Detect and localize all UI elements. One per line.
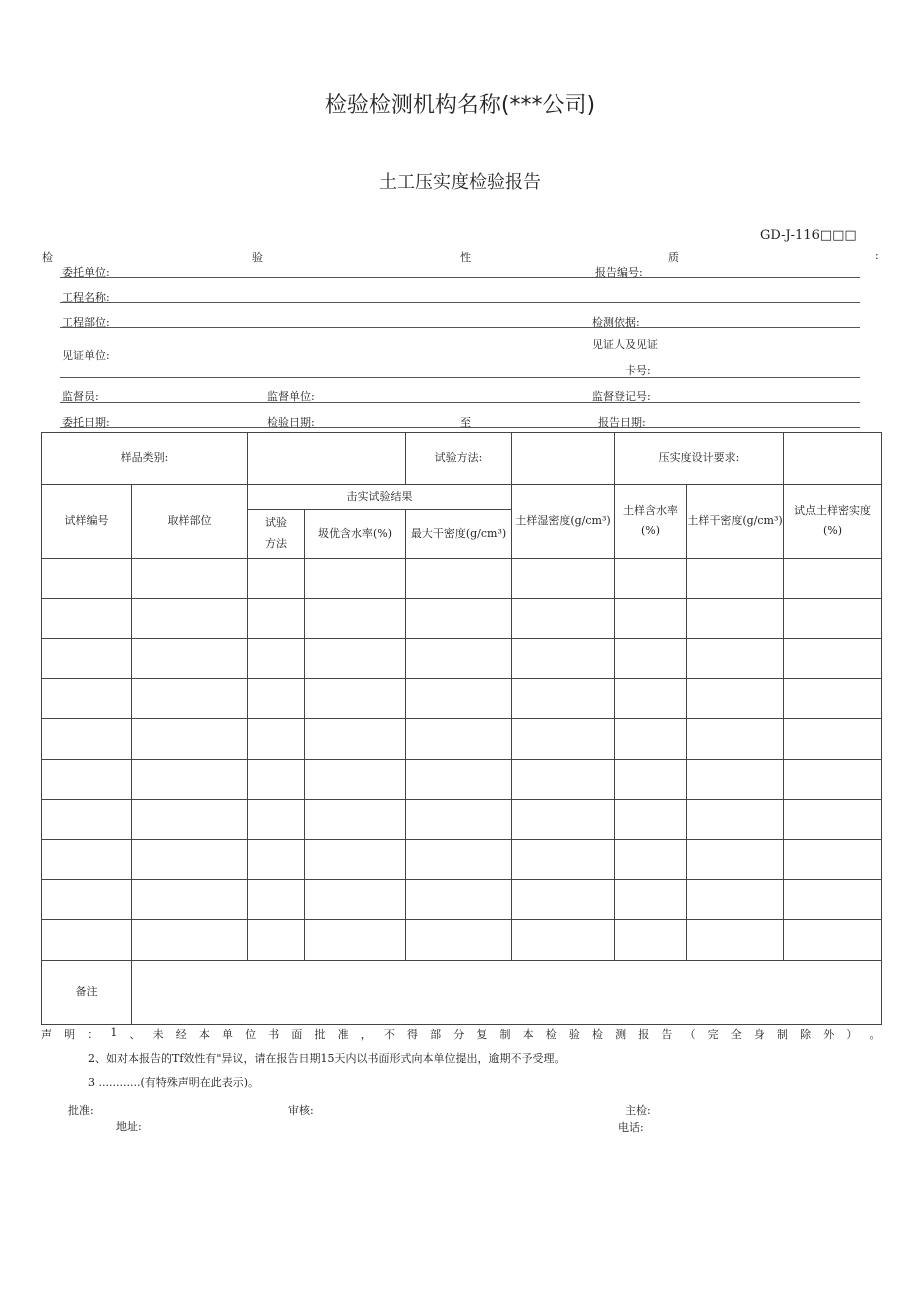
cell[interactable]	[784, 639, 882, 679]
cell[interactable]	[512, 558, 615, 598]
cell[interactable]	[784, 840, 882, 880]
test-method-cell: 试验方法:	[406, 433, 512, 485]
statement-char: 验	[568, 1028, 580, 1041]
nature-char-2: 验	[252, 251, 263, 264]
project-part-line	[60, 327, 860, 328]
cell[interactable]	[615, 799, 687, 839]
cell[interactable]	[132, 679, 248, 719]
wet-density-header: 土样湿密度(g/cm³)	[512, 485, 615, 558]
cell[interactable]	[512, 799, 615, 839]
cell[interactable]	[406, 558, 512, 598]
cell[interactable]	[248, 679, 305, 719]
cell[interactable]	[248, 920, 305, 960]
cell[interactable]	[784, 880, 882, 920]
witness-unit-label: 见证单位:	[62, 349, 110, 362]
cell[interactable]	[784, 558, 882, 598]
table-row	[42, 840, 882, 880]
dry-density-header: 土样干密度(g/cm³)	[687, 485, 784, 558]
cell[interactable]	[406, 679, 512, 719]
project-part-label: 工程部位:	[62, 316, 110, 329]
supervisor-line	[60, 402, 860, 403]
to-label: 至	[460, 416, 471, 429]
test-basis-label: 检测依据:	[592, 316, 640, 329]
statement-char: 得	[407, 1028, 418, 1041]
cell[interactable]	[305, 558, 406, 598]
statement-char: 制	[499, 1028, 511, 1041]
compaction-degree-header	[784, 485, 882, 558]
statement-char: 全	[730, 1028, 742, 1041]
doc-code: GD-J-116□□□	[760, 228, 857, 243]
cell[interactable]	[784, 799, 882, 839]
cell[interactable]	[42, 598, 132, 638]
max-dry-density-header: 最大干密度(g/cm³)	[406, 510, 512, 558]
compaction-result-header: 击实试验结果	[248, 485, 512, 510]
statement-char: 位	[245, 1028, 257, 1041]
cell[interactable]	[512, 639, 615, 679]
cell[interactable]	[615, 920, 687, 960]
test-method-value[interactable]	[512, 433, 615, 485]
cell[interactable]	[42, 880, 132, 920]
cell[interactable]	[305, 880, 406, 920]
statement-char: 单	[222, 1028, 233, 1041]
test-results-table	[41, 432, 882, 1025]
statement-char: 除	[800, 1028, 812, 1041]
statement-line-1	[41, 1026, 881, 1042]
method-header-a: 试验	[265, 516, 287, 530]
remarks-value[interactable]	[132, 960, 882, 1024]
inspector-label: 主检:	[625, 1104, 651, 1117]
statement-char: 复	[476, 1028, 488, 1041]
cell[interactable]	[406, 799, 512, 839]
compaction-header-a: 试点土样密实度	[794, 503, 871, 517]
statement-char: 报	[638, 1028, 650, 1041]
statement-char: 身	[753, 1028, 765, 1041]
review-label: 审核:	[288, 1104, 314, 1117]
cell[interactable]	[687, 759, 784, 799]
test-date-label: 检验日期:	[267, 416, 315, 429]
report-date-label: 报告日期:	[598, 416, 646, 429]
statement-char: 1	[110, 1026, 118, 1039]
moisture-header-b: (%)	[640, 524, 661, 538]
cell[interactable]	[615, 719, 687, 759]
table-row	[42, 920, 882, 960]
cell[interactable]	[615, 679, 687, 719]
cell[interactable]	[305, 840, 406, 880]
cell[interactable]	[42, 719, 132, 759]
cell[interactable]	[687, 639, 784, 679]
table-row	[42, 639, 882, 679]
witness-person-label-2: 卡号:	[625, 364, 651, 377]
cell[interactable]	[305, 759, 406, 799]
cell[interactable]	[132, 880, 248, 920]
supervision-reg-label: 监督登记号:	[592, 390, 651, 403]
cell[interactable]	[615, 558, 687, 598]
cell[interactable]	[406, 920, 512, 960]
cell[interactable]	[305, 719, 406, 759]
cell[interactable]	[784, 920, 882, 960]
table-row	[42, 558, 882, 598]
phone-label: 电话:	[618, 1121, 644, 1134]
project-name-label: 工程名称:	[62, 291, 110, 304]
cell[interactable]	[512, 598, 615, 638]
cell[interactable]	[406, 840, 512, 880]
cell[interactable]	[615, 598, 687, 638]
cell[interactable]	[687, 880, 784, 920]
commission-date-label: 委托日期:	[62, 416, 110, 429]
cell[interactable]	[305, 598, 406, 638]
statement-char: 部	[430, 1028, 442, 1041]
cell[interactable]	[784, 598, 882, 638]
report-no-label: 报告编号:	[595, 266, 643, 279]
statement-char: 声	[41, 1028, 52, 1041]
statement-char: 测	[615, 1028, 627, 1041]
cell[interactable]	[42, 639, 132, 679]
cell[interactable]	[132, 920, 248, 960]
cell[interactable]	[305, 639, 406, 679]
client-label: 委托单位:	[62, 266, 110, 279]
statement-char: 批	[314, 1028, 326, 1041]
cell[interactable]	[132, 840, 248, 880]
table-row	[42, 799, 882, 839]
method-header	[248, 510, 305, 558]
nature-char-3: 性	[460, 251, 471, 264]
statement-char: 经	[175, 1028, 187, 1041]
cell[interactable]	[406, 598, 512, 638]
statement-char: 未	[152, 1028, 164, 1041]
cell[interactable]	[687, 598, 784, 638]
cell[interactable]	[42, 679, 132, 719]
cell[interactable]	[132, 759, 248, 799]
nature-char-1: 检	[42, 251, 53, 264]
compaction-header-b: (%)	[822, 524, 843, 538]
cell[interactable]	[305, 799, 406, 839]
statement-char: 分	[453, 1028, 465, 1041]
moisture-header-a: 土样含水率	[623, 503, 678, 517]
date-line	[60, 427, 860, 428]
cell[interactable]	[132, 598, 248, 638]
cell[interactable]	[248, 639, 305, 679]
cell[interactable]	[248, 719, 305, 759]
statement-char: ）	[846, 1028, 858, 1041]
statement-char: 。	[869, 1028, 881, 1041]
cell[interactable]	[687, 719, 784, 759]
address-label: 地址:	[116, 1120, 142, 1133]
cell[interactable]	[512, 880, 615, 920]
cell[interactable]	[42, 799, 132, 839]
cell[interactable]	[305, 679, 406, 719]
remarks-header: 备注	[42, 960, 132, 1024]
sample-part-header: 取样部位	[132, 485, 248, 558]
table-row	[42, 719, 882, 759]
statement-char: 面	[291, 1028, 303, 1041]
optimum-moisture-header: 圾优含水率(%)	[305, 510, 406, 558]
cell[interactable]	[248, 840, 305, 880]
table-row	[42, 598, 882, 638]
cell[interactable]	[615, 840, 687, 880]
cell[interactable]	[615, 759, 687, 799]
statement-char: 外	[823, 1028, 835, 1041]
cell[interactable]	[687, 558, 784, 598]
statement-char: 准	[337, 1028, 349, 1041]
cell[interactable]	[132, 558, 248, 598]
design-req-cell: 压实度设计要求:	[615, 433, 784, 485]
nature-char-4: 质	[668, 251, 679, 264]
statement-line-2: 2、如对本报告的Tf效性有"异议，请在报告日期15天内以书面形式向本单位提出，逾期不予受理。	[88, 1052, 566, 1065]
statement-char: 本	[198, 1028, 210, 1041]
nature-colon: :	[875, 249, 879, 262]
cell[interactable]	[406, 759, 512, 799]
statement-char: 检	[592, 1028, 603, 1041]
report-title: 土工压实度检验报告	[379, 172, 541, 193]
cell[interactable]	[42, 920, 132, 960]
cell[interactable]	[42, 759, 132, 799]
table-row	[42, 880, 882, 920]
cell[interactable]	[687, 840, 784, 880]
cell[interactable]	[406, 719, 512, 759]
statement-char: 告	[661, 1028, 673, 1041]
cell[interactable]	[512, 759, 615, 799]
approve-label: 批准:	[68, 1104, 94, 1117]
method-header-b: 方法	[265, 536, 287, 550]
statement-char: 书	[268, 1028, 280, 1041]
statement-char: 检	[545, 1028, 557, 1041]
cell[interactable]	[248, 558, 305, 598]
cell[interactable]	[615, 880, 687, 920]
statement-char: （	[684, 1028, 696, 1041]
cell[interactable]	[512, 840, 615, 880]
supervisor-label: 监督员:	[62, 390, 99, 403]
design-req-value[interactable]	[784, 433, 882, 485]
cell[interactable]	[784, 719, 882, 759]
sample-type-value[interactable]	[248, 433, 406, 485]
cell[interactable]	[687, 679, 784, 719]
cell[interactable]	[406, 880, 512, 920]
witness-line	[60, 377, 860, 378]
cell[interactable]	[784, 679, 882, 719]
statement-char: 、	[129, 1028, 141, 1041]
table-row	[42, 679, 882, 719]
cell[interactable]	[687, 920, 784, 960]
statement-char: 不	[383, 1028, 395, 1041]
cell[interactable]	[132, 639, 248, 679]
cell[interactable]	[512, 719, 615, 759]
witness-person-label-1: 见证人及见证	[592, 338, 658, 351]
sample-no-header: 试样编号	[42, 485, 132, 558]
cell[interactable]	[248, 799, 305, 839]
cell[interactable]	[42, 558, 132, 598]
statement-char: ：	[87, 1028, 99, 1041]
statement-char: 制	[777, 1028, 788, 1041]
cell[interactable]	[132, 719, 248, 759]
table-row	[42, 759, 882, 799]
org-name: 检验检测机构名称(***公司)	[324, 93, 596, 118]
statement-char: 本	[522, 1028, 534, 1041]
cell[interactable]	[248, 880, 305, 920]
cell[interactable]	[615, 639, 687, 679]
cell[interactable]	[132, 799, 248, 839]
cell[interactable]	[406, 639, 512, 679]
client-line	[60, 277, 860, 278]
statement-line-3: 3 ............(有特殊声明在此表示)。	[88, 1076, 260, 1089]
cell[interactable]	[248, 759, 305, 799]
cell[interactable]	[512, 920, 615, 960]
cell[interactable]	[42, 840, 132, 880]
statement-char: 明	[64, 1028, 76, 1041]
supervision-unit-label: 监督单位:	[267, 390, 315, 403]
sample-type-cell: 样品类别:	[42, 433, 248, 485]
cell[interactable]	[248, 598, 305, 638]
moisture-header	[615, 485, 687, 558]
cell[interactable]	[784, 759, 882, 799]
statement-char: 完	[707, 1028, 719, 1041]
cell[interactable]	[512, 679, 615, 719]
project-name-line	[60, 302, 860, 303]
cell[interactable]	[305, 920, 406, 960]
statement-char: ，	[360, 1028, 372, 1041]
cell[interactable]	[687, 799, 784, 839]
